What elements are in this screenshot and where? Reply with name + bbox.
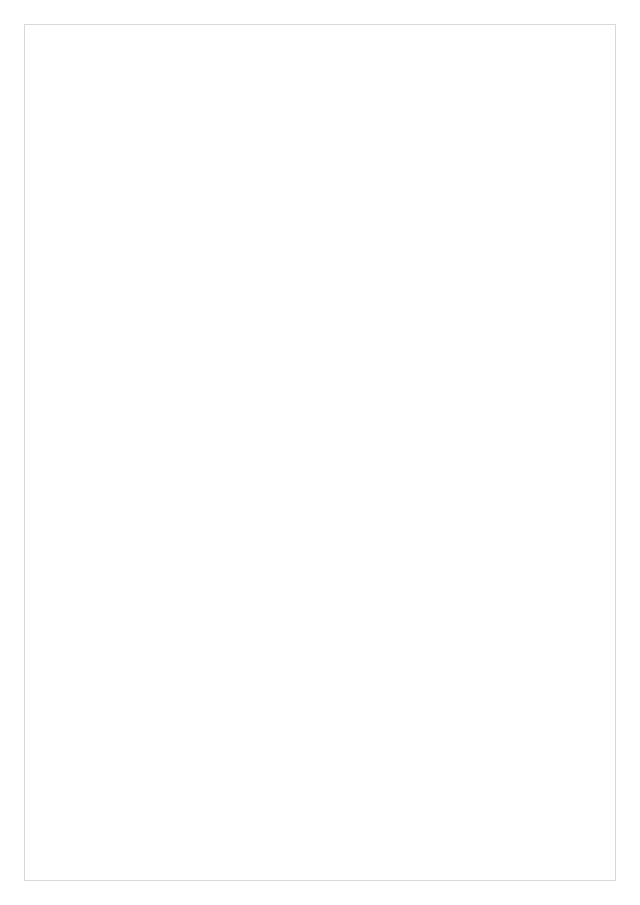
document-footer xyxy=(48,834,592,849)
document-title xyxy=(48,56,592,78)
document-line xyxy=(48,88,592,106)
document-content xyxy=(48,56,592,849)
